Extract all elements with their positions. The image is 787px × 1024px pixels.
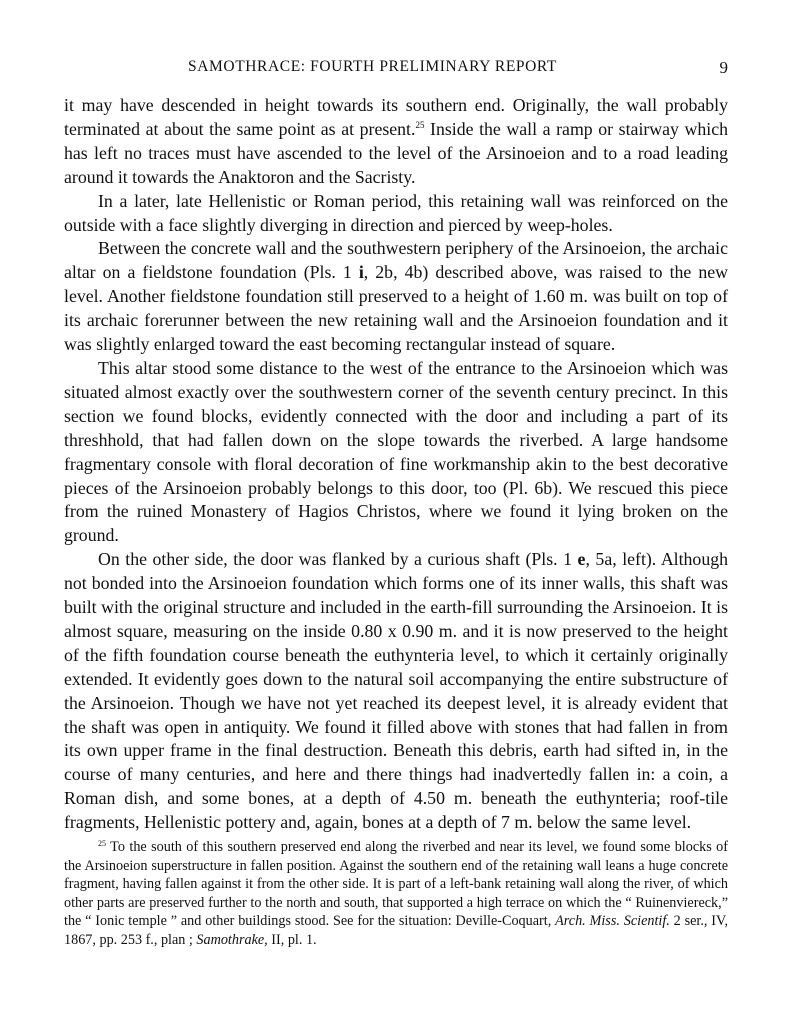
paragraph-3-text-b: , 2b, 4b) described above, was raised to the new level. Another fieldstone foundation still preserved to a height of 1.60 m. was built on top of its archaic forerunner between the new retaining wall and the Arsinoeion foundation and it was slightly enlarged toward the east becoming rectangular instead of square. bbox=[64, 262, 728, 355]
footnote-italic-2: Samothrake, bbox=[196, 931, 268, 948]
plate-letter-i: i bbox=[358, 262, 364, 283]
paragraph-5-text-a: On the other side, the door was flanked by a curious shaft (Pls. 1 bbox=[98, 549, 578, 570]
footnote-number: 25 bbox=[98, 839, 106, 848]
paragraph-3 bbox=[64, 237, 728, 357]
paragraph-3-text-a: Between the concrete wall and the southwestern periphery of the Arsinoeion, the archaic altar on a fieldstone foundation (Pls. 1 bbox=[64, 238, 728, 283]
plate-letter-e: e bbox=[577, 549, 586, 570]
footnote-text-b: 2 ser., IV, 1867, pp. 253 f., plan ; bbox=[64, 913, 728, 948]
paragraph-4: This altar stood some distance to the west of the entrance to the Arsinoeion which was situated almost exactly over the southwestern corner of the seventh century precinct. In this section we found blocks, evidently connected with the door and including a part of its threshhold, that had fallen down on the slope towards the riverbed. A large handsome fragmentary console with floral decoration of fine workmanship akin to the best decorative pieces of the Arsinoeion probably belongs to this door, too (Pl. 6b). We rescued this piece from the ruined Monastery of Hagios Christos, where we found it lying broken on the ground. bbox=[64, 357, 728, 546]
paragraph-1 bbox=[64, 94, 728, 190]
footnote-italic-1: Arch. Miss. Scientif. bbox=[555, 913, 670, 930]
footnote-text-a: To the south of this southern preserved end along the riverbed and near its level, we found some blocks of the Arsinoeion superstructure in fallen position. Against the southern end of the retaining wall leans a huge concrete fragment, having fallen against it from the other side. It is part of a left-bank retaining wall along the river, of which other parts are preserved further to the north and south, that supported a high terrace on which the “ Ruinenviereck,” the “ Ionic temple ” and other buildings stood. See for the situation: Deville-Coquart, bbox=[64, 839, 728, 930]
footnotes bbox=[64, 838, 728, 950]
main-text bbox=[64, 94, 728, 835]
paragraph-5 bbox=[64, 548, 728, 835]
page-number: 9 bbox=[719, 58, 728, 77]
page-header bbox=[64, 58, 728, 82]
running-title: SAMOTHRACE: FOURTH PRELIMINARY REPORT bbox=[188, 58, 557, 75]
paragraph-1-text-a: it may have descended in height towards its southern end. Originally, the wall probably terminated at about the same point as at present. bbox=[64, 95, 728, 139]
footnote-25 bbox=[64, 838, 728, 950]
footnote-reference: 25 bbox=[415, 119, 425, 130]
footnote-text-c: II, pl. 1. bbox=[267, 931, 317, 948]
paragraph-2: In a later, late Hellenistic or Roman period, this retaining wall was reinforced on the outside with a face slightly diverging in direction and pierced by weep-holes. bbox=[64, 190, 728, 235]
paragraph-5-text-b: , 5a, left). Although not bonded into the Arsinoeion foundation which forms one of its inner walls, this shaft was built with the original structure and included in the earth-fill surrounding the Arsinoeion. It is almost square, measuring on the inside 0.80 x 0.90 m. and it is now preserved to the height of the fifth foundation course beneath the euthynteria level, to which it certainly originally extended. It evidently goes down to the natural soil accompanying the entire substructure of the Arsinoeion. Though we have not yet reached its deepest level, it is already evident that the shaft was open in antiquity. We found it filled above with stones that had fallen in from its own upper frame in the final destruction. Beneath this debris, earth had sifted in, in the course of many centuries, and here and there things had inadvertedly fallen in: a coin, a Roman dish, and some bones, at a depth of 4.50 m. beneath the euthynteria; roof-tile fragments, Hellenistic pottery and, again, bones at a depth of 7 m. below the same level. bbox=[64, 549, 728, 833]
paragraph-1-text-b: Inside the wall a ramp or stairway which has left no traces must have ascended to the level of the Arsinoeion and to a road leading around it towards the Anaktoron and the Sacristy. bbox=[64, 118, 728, 187]
